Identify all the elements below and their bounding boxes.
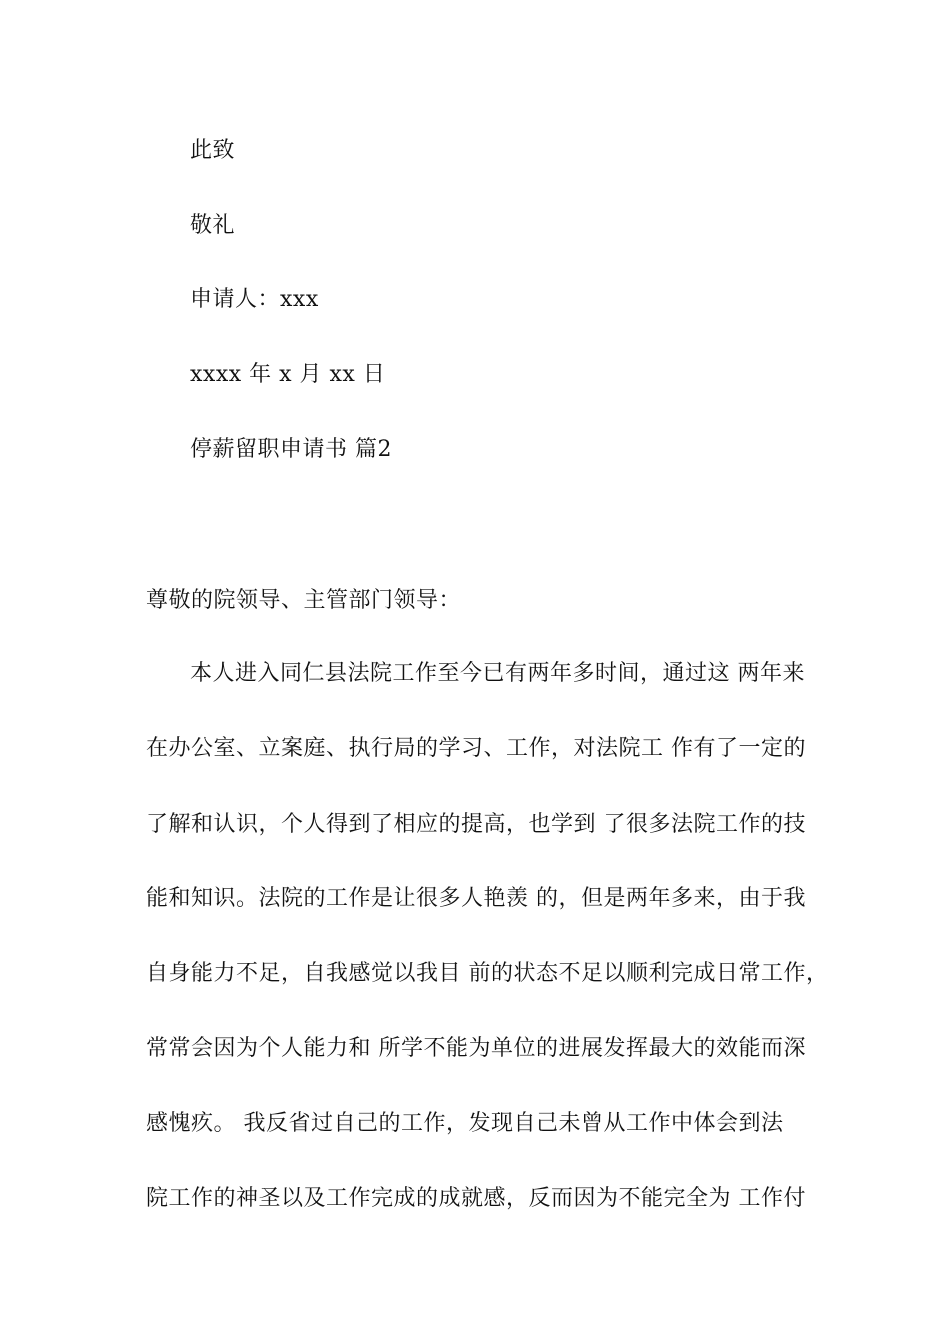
body-line-7: 感愧疚。 我反省过自己的工作，发现自己未曾从工作中体会到法 xyxy=(146,1111,784,1136)
body-line-4: 能和知识。法院的工作是让很多人艳羡 的，但是两年多来，由于我 xyxy=(146,886,806,911)
body-line-8: 院工作的神圣以及工作完成的成就感，反而因为不能完全为 工作付 xyxy=(146,1186,806,1211)
applicant-line: 申请人：xxx xyxy=(190,287,319,312)
closing-salutation-1: 此致 xyxy=(190,138,236,163)
letter-greeting: 尊敬的院领导、主管部门领导： xyxy=(146,588,462,613)
section-title: 停薪留职申请书 篇2 xyxy=(190,437,392,462)
body-line-2: 在办公室、立案庭、执行局的学习、工作，对法院工 作有了一定的 xyxy=(146,736,806,761)
body-line-3: 了解和认识，个人得到了相应的提高，也学到 了很多法院工作的技 xyxy=(146,812,806,837)
closing-salutation-2: 敬礼 xyxy=(190,213,236,238)
body-line-5: 自身能力不足，自我感觉以我目 前的状态不足以顺利完成日常工作， xyxy=(146,961,829,986)
date-line: xxxx 年 x 月 xx 日 xyxy=(190,362,386,387)
body-line-6: 常常会因为个人能力和 所学不能为单位的进展发挥最大的效能而深 xyxy=(146,1036,806,1061)
body-line-1: 本人进入同仁县法院工作至今已有两年多时间，通过这 两年来 xyxy=(190,661,805,686)
